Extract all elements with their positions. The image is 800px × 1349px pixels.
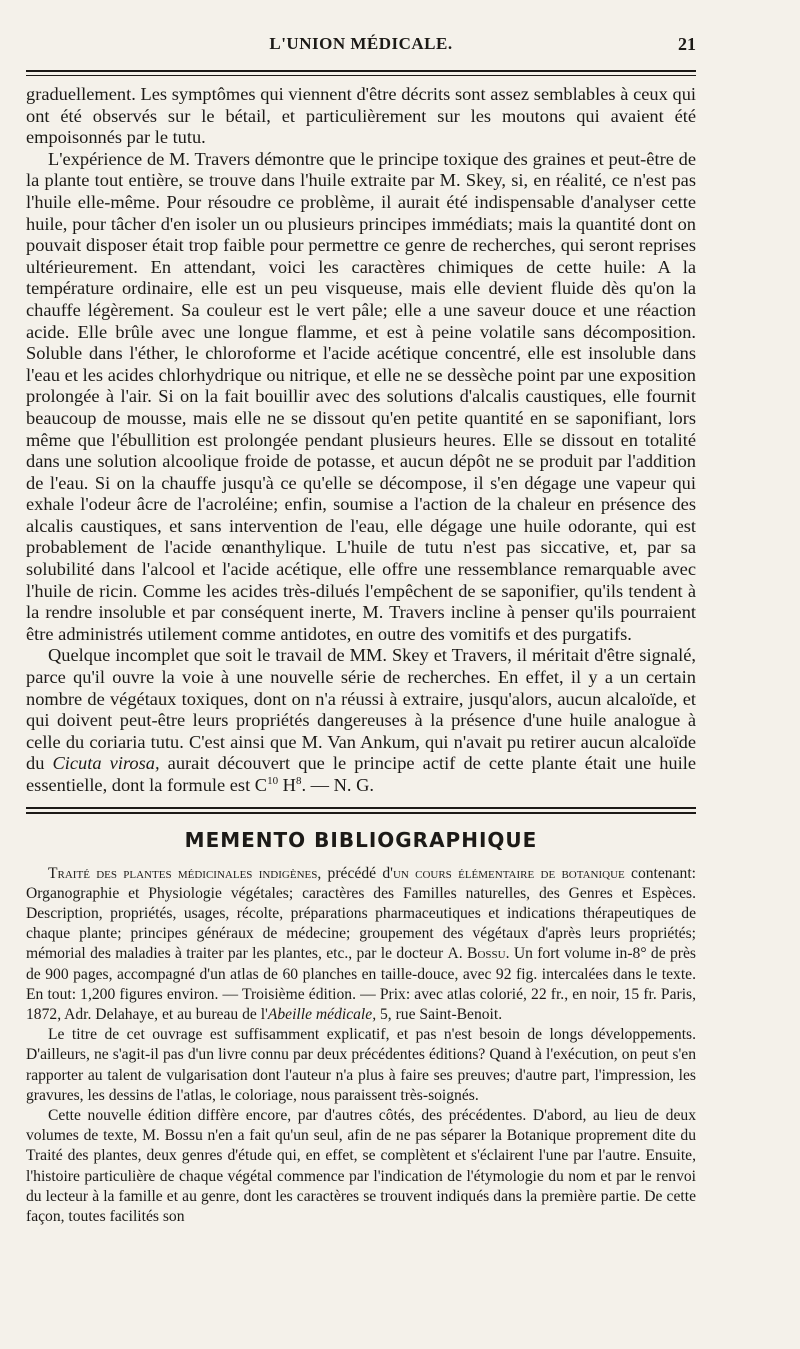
article-paragraph-3 <box>26 645 696 796</box>
formula-h-subscript: 8 <box>295 774 302 787</box>
formula-c-subscript: 10 <box>267 774 279 787</box>
publisher-address: 5, rue Saint-Benoit. <box>376 1006 503 1024</box>
section-title: MEMENTO BIBLIOGRAPHIQUE <box>184 827 538 852</box>
section-divider <box>26 807 696 814</box>
paragraph-3-text-cont: aurait découvert que le principe actif de cette plante était une huile essentielle, dont la formule est C <box>26 753 696 795</box>
biblio-description: contenant: Organographie et Physiologie végétales; caractères des Familles naturelles, des Genres et Espèces. Description, propriétés, usages, récolte, préparations pharmaceutiques et indications thérapeutiques de chaque plante; principes généraux de médecine; groupement des végétaux d'après leurs propriétés; mémorial des maladies à traiter par les plantes, etc., par le docteur <box>26 864 696 963</box>
species-name: Cicuta virosa, <box>52 753 160 774</box>
biblio-entry <box>26 864 696 1026</box>
article-paragraph-1: graduellement. Les symptômes qui viennent d'être décrits sont assez semblables à ceux qui ont été observés sur le bétail, et particulièrement sur les moutons qui avaient été empoisonnés par le tutu. <box>26 84 696 148</box>
book-author: A. Bossu <box>447 945 506 963</box>
biblio-paragraph-3: Cette nouvelle édition diffère encore, par d'autres côtés, des précédentes. D'abord, au lieu de deux volumes de texte, M. Bossu n'en a fait qu'un seul, afin de ne pas séparer la Botanique proprement dite du Traité des plantes, deux genres d'étude qui, en effet, se complètent et s'éclairent l'une par l'autre. Ensuite, l'histoire particulière de chaque végétal commence par l'indication de l'étymologie du nom et par le renvoi du lecteur à la famille et au genre, dont les caractères se trouvent indiqués dans la première partie. De cette façon, toutes facilités son <box>26 1107 696 1226</box>
book-subtitle: un cours élémentaire de botanique <box>392 864 625 882</box>
formula-h: H <box>278 775 296 795</box>
article-paragraph-2: L'expérience de M. Travers démontre que le principe toxique des graines et peut-être de la plante tout entière, se trouve dans l'huile extraite par M. Skey, si, en réalité, ce n'est pas l'huile elle-même. Pour résoudre ce problème, il aurait été indispensable d'analyser cette huile, pour tâcher d'en isoler un ou plusieurs principes immédiats; mais la quantité dont on pouvait disposer était trop faible pour permettre ce genre de recherches, qui seront reprises ultérieurement. En attendant, voici les caractères chimiques de cette huile: A la température ordinaire, elle est un peu visqueuse, mais elle devient fluide dès qu'on la chauffe légèrement. Sa couleur est le vert pâle; elle a une saveur douce et une réaction acide. Elle brûle avec une longue flamme, et est à peine volatile sans décomposition. Soluble dans l'éther, le chloroforme et l'acide acétique concentré, elle est insoluble dans l'eau et les acides chlorhydrique ou nitrique, et elle ne se dessèche point par une exposition prolongée à l'air. Si on la fait bouillir avec des solutions d'alcalis caustiques, elle fournit beaucoup de mousse, mais elle ne se dissout qu'en petite quantité en se saponifiant, lors même que l'ébullition est prolongée pendant plusieurs heures. Elle se dissout en totalité dans une solution alcoolique froide de potasse, et aucun dépôt ne se produit par l'addition de l'eau. Si on la chauffe jusqu'à ce qu'elle se décompose, il s'en dégage une vapeur qui exhale l'odeur âcre de l'acroléine; enfin, soumise a l'action de la chaleur en présence des alcalis caustiques, et sans intervention de l'eau, elle dégage une huile odorante, qui est probablement de l'acide œnanthylique. L'huile de tutu n'est pas siccative, et, par sa solubilité dans l'alcool et l'acide acétique, elle offre une ressemblance remarquable avec l'huile de ricin. Comme les acides très-dilués l'empêchent de se saponifier, qu'ils tendent à la rendre insoluble et par conséquent inerte, M. Travers incline à penser qu'ils pourraient être administrés utilement comme antidotes, en outre des vomitifs et des purgatifs. <box>26 148 696 644</box>
bibliography-body <box>26 864 696 1228</box>
paragraph-3-text: Quelque incomplet que soit le travail de MM. Skey et Travers, il méritait d'être signalé, parce qu'il ouvre la voie à une nouvelle série de recherches. En effet, il y a un certain nombre de végétaux toxiques, dont on n'a réussi à extraire, jusqu'alors, aucun alcaloïde, et qui doivent peut-être leurs propriétés dangereuses à la présence d'une huile analogue à celle du coriaria tutu. C'est ainsi que M. Van Ankum, qui n'avait pu retirer aucun alcaloïde du <box>26 645 696 774</box>
biblio-paragraph-2: Le titre de cet ouvrage est suffisamment explicatif, et pas n'est besoin de longs développements. D'ailleurs, ne s'agit-il pas d'un livre connu par deux précédentes éditions? Quand à l'exécution, on peut s'en rapporter au talent de vulgarisation dont l'auteur n'a plus à faire ses preuves; d'autre part, l'impression, les gravures, les dessins de l'atlas, le coloriage, nous paraissent très-soignés. <box>26 1026 696 1104</box>
journal-title: L'UNION MÉDICALE. <box>269 34 453 53</box>
author-signature: . — N. G. <box>301 775 375 795</box>
publisher-journal: Abeille médicale, <box>267 1006 377 1024</box>
header-rule <box>26 70 696 76</box>
page <box>26 24 696 1227</box>
page-number: 21 <box>678 34 696 54</box>
biblio-details: . Un fort volume in-8° de près de 900 pages, accompagné d'un atlas de 60 planches en taille-douce, avec 92 fig. intercalées dans le texte. En tout: 1,200 figures environ. — Troisième édition. — Prix: avec atlas colorié, 22 fr., en noir, 15 fr. Paris, 1872, Adr. Delahaye, et au bureau de l' <box>26 945 696 1024</box>
book-title: Traité des plantes médicinales indigènes, <box>48 864 322 882</box>
page-header <box>26 24 696 64</box>
biblio-text: précédé d' <box>321 864 393 882</box>
article-body <box>26 84 696 797</box>
